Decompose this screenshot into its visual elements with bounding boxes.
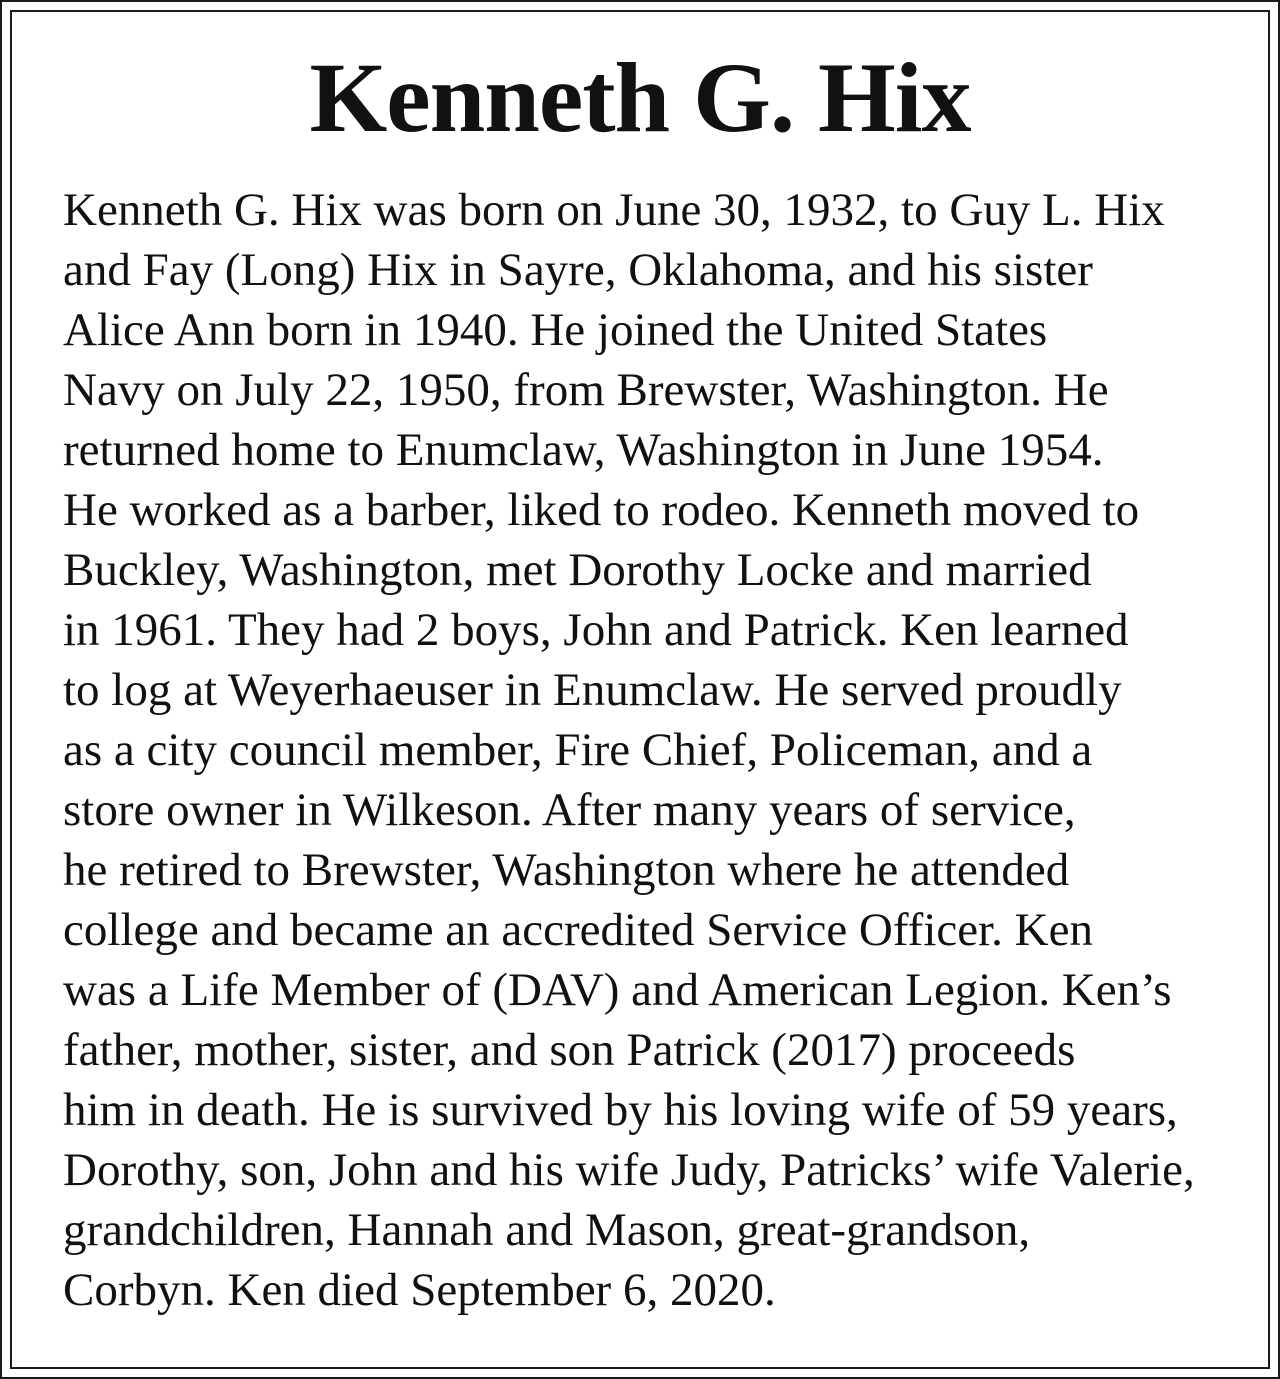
body-line: and Fay (Long) Hix in Sayre, Oklahoma, and his sister (63, 244, 1093, 296)
body-line: in 1961. They had 2 boys, John and Patrick. Ken learned (63, 604, 1129, 656)
body-line: Alice Ann born in 1940. He joined the United States (63, 304, 1048, 356)
body-line: grandchildren, Hannah and Mason, great-grandson, (63, 1204, 1031, 1256)
body-line: returned home to Enumclaw, Washington in June 1954. (63, 424, 1104, 476)
body-line: he retired to Brewster, Washington where he attended (63, 844, 1070, 896)
obituary-title: Kenneth G. Hix (309, 42, 971, 153)
body-line: to log at Weyerhaeuser in Enumclaw. He served proudly (63, 664, 1122, 716)
body-line: him in death. He is survived by his loving wife of 59 years, (63, 1084, 1178, 1136)
body-line: store owner in Wilkeson. After many years of service, (63, 784, 1076, 836)
body-line: Navy on July 22, 1950, from Brewster, Washington. He (63, 364, 1109, 416)
body-line: Corbyn. Ken died September 6, 2020. (63, 1264, 776, 1316)
body-line: as a city council member, Fire Chief, Policeman, and a (63, 724, 1093, 776)
body-line: He worked as a barber, liked to rodeo. Kenneth moved to (63, 484, 1140, 536)
obituary-body (63, 180, 1243, 1320)
body-line: Buckley, Washington, met Dorothy Locke and married (63, 544, 1092, 596)
body-line: college and became an accredited Service Officer. Ken (63, 904, 1093, 956)
body-line: Dorothy, son, John and his wife Judy, Patricks’ wife Valerie, (63, 1144, 1195, 1196)
body-line: father, mother, sister, and son Patrick (2017) proceeds (63, 1024, 1076, 1076)
body-line: Kenneth G. Hix was born on June 30, 1932, to Guy L. Hix (63, 184, 1165, 236)
body-line: was a Life Member of (DAV) and American Legion. Ken’s (63, 964, 1172, 1016)
